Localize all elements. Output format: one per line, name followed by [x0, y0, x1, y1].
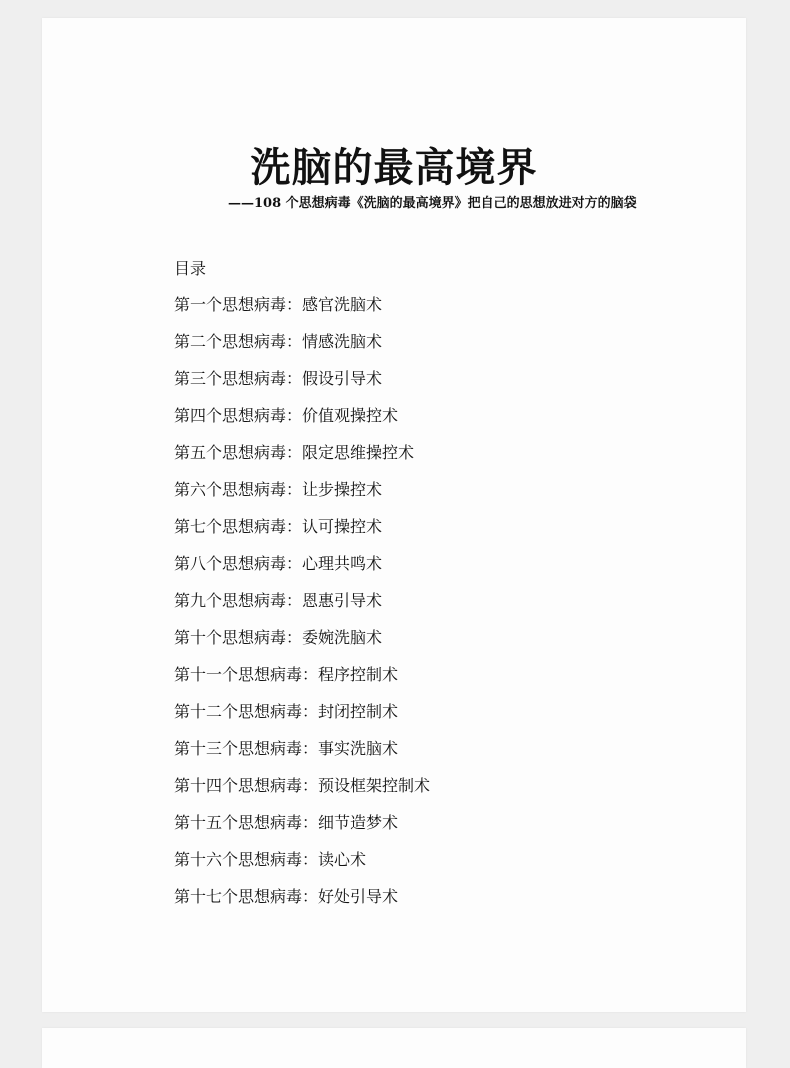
toc-item: 第十六个思想病毒：读心术	[174, 850, 367, 869]
toc-item: 第八个思想病毒：心理共鸣术	[174, 554, 383, 573]
next-page-edge	[42, 1028, 746, 1068]
toc-heading: 目录	[174, 259, 207, 278]
toc-item: 第一个思想病毒：感官洗脑术	[174, 295, 383, 314]
toc-item: 第三个思想病毒：假设引导术	[174, 369, 383, 388]
document-page	[42, 18, 746, 1012]
toc-item: 第十七个思想病毒：好处引导术	[174, 887, 399, 906]
toc-item: 第十个思想病毒：委婉洗脑术	[174, 628, 383, 647]
toc-item: 第十一个思想病毒：程序控制术	[174, 665, 399, 684]
toc-list	[174, 294, 430, 923]
toc-item: 第五个思想病毒：限定思维操控术	[174, 443, 415, 462]
toc-item: 第九个思想病毒：恩惠引导术	[174, 591, 383, 610]
document-title: 洗脑的最高境界	[250, 144, 538, 191]
toc-item: 第十三个思想病毒：事实洗脑术	[174, 739, 399, 758]
toc-item: 第二个思想病毒：情感洗脑术	[174, 332, 383, 351]
toc-item: 第六个思想病毒：让步操控术	[174, 480, 383, 499]
toc-item: 第七个思想病毒：认可操控术	[174, 517, 383, 536]
toc-item: 第十二个思想病毒：封闭控制术	[174, 702, 399, 721]
toc-item: 第四个思想病毒：价值观操控术	[174, 406, 399, 425]
toc-item: 第十四个思想病毒：预设框架控制术	[174, 776, 431, 795]
toc-item: 第十五个思想病毒：细节造梦术	[174, 813, 399, 832]
document-subtitle: ——108 个思想病毒《洗脑的最高境界》把自己的思想放进对方的脑袋	[228, 196, 637, 211]
